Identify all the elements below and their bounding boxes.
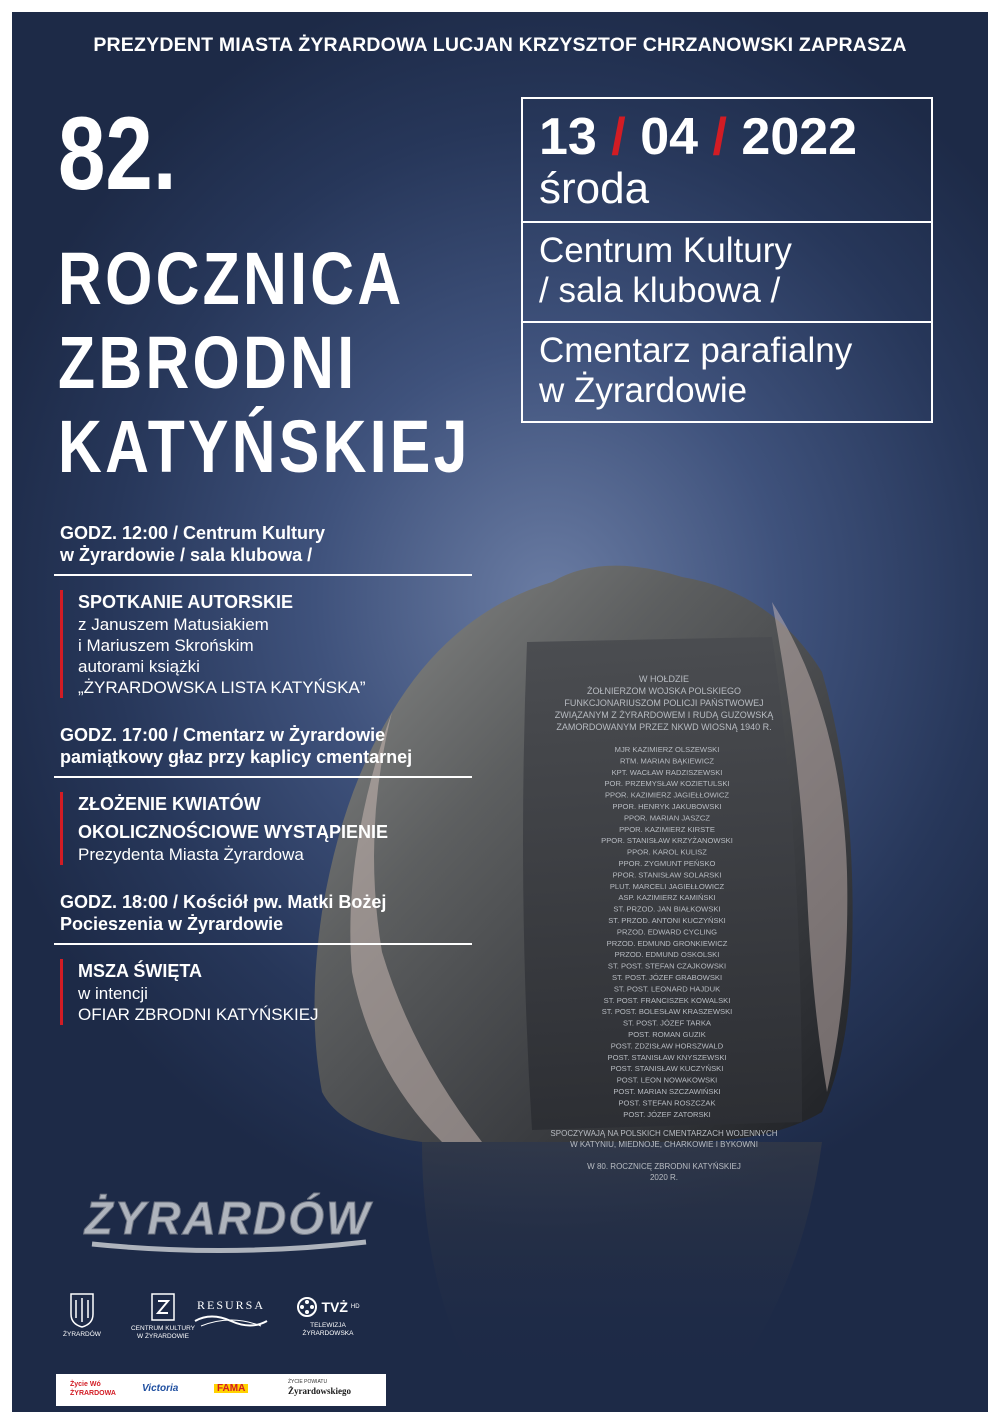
- plaque-line: ST. POST. JÓZEF GRABOWSKI: [611, 973, 723, 982]
- plaque-line: FUNKCJONARIUSZOM POLICJI PAŃSTWOWEJ: [564, 698, 764, 708]
- sponsor-fama: FAMA: [214, 1384, 248, 1393]
- event-text: Prezydenta Miasta Żyrardowa: [78, 845, 304, 864]
- event-weekday: środa: [539, 164, 650, 213]
- sponsor-victoria: Victoria: [142, 1383, 179, 1394]
- plaque-line: POST. ZDZISŁAW HORSZWALD: [610, 1041, 724, 1051]
- sponsor-powiat-top: ŻYCIE POWIATU: [288, 1379, 328, 1385]
- event-header-line: Pocieszenia w Żyrardowie: [60, 914, 284, 934]
- tvz-caption: TELEWIZJA ŻYRARDOWSKA: [302, 1322, 354, 1337]
- plaque-line: ST. POST. JÓZEF TARKA: [623, 1018, 711, 1028]
- event-time-location: [54, 891, 472, 945]
- plaque-line: PPOR. HENRYK JAKUBOWSKI: [612, 802, 722, 811]
- tvz-mark: [288, 1296, 368, 1318]
- plaque-line: PPOR. STANISŁAW SOLARSKI: [612, 870, 722, 880]
- film-reel-icon: [296, 1296, 318, 1318]
- event-header-line: GODZ. 18:00 / Kościół pw. Matki Bożej: [60, 892, 387, 912]
- date-location-box: [521, 97, 933, 423]
- date-separator: /: [712, 108, 727, 166]
- plaque-line: PPOR. STANISŁAW KRZYŻANOWSKI: [601, 836, 733, 846]
- plaque-line: POST. MARIAN SZCZAWIŃSKI: [613, 1087, 721, 1096]
- event-text: i Mariuszem Skrońskim: [78, 636, 254, 655]
- event-description: [60, 590, 454, 698]
- event-header-line: GODZ. 17:00 / Cmentarz w Żyrardowie: [60, 725, 386, 745]
- location-line: / sala klubowa /: [539, 271, 781, 310]
- event-description: [60, 959, 454, 1025]
- plaque-line: ZWIĄZANYM Z ŻYRARDOWEM I RUDĄ GUZOWSKĄ: [554, 710, 774, 720]
- date-day: 13: [539, 108, 597, 166]
- event-name: OKOLICZNOŚCIOWE WYSTĄPIENIE: [78, 822, 389, 842]
- poster: [12, 12, 988, 1412]
- event-text: autorami książki: [78, 657, 200, 676]
- plaque-line: MJR KAZIMIERZ OLSZEWSKI: [614, 745, 720, 754]
- location-line: Centrum Kultury: [539, 231, 792, 270]
- date-month: 04: [640, 108, 699, 166]
- location-line: w Żyrardowie: [539, 371, 748, 410]
- city-crest-icon: [69, 1292, 95, 1328]
- event-header-line: GODZ. 12:00 / Centrum Kultury: [60, 523, 326, 543]
- plaque-line: ST. PRZOD. ANTONI KUCZYŃSKI: [608, 916, 726, 925]
- title-line: ROCZNICA: [58, 237, 405, 320]
- plaque-line: W HOŁDZIE: [638, 674, 690, 684]
- plaque-line: POST. STEFAN ROSZCZAK: [618, 1098, 716, 1108]
- plaque-line: POST. STANISŁAW KUCZYŃSKI: [610, 1064, 724, 1074]
- plaque-line: POR. PRZEMYSŁAW KOZIETULSKI: [604, 779, 730, 789]
- sponsor-powiat: Żyrardowskiego: [288, 1386, 351, 1396]
- tvz-text: TVŻ: [321, 1299, 348, 1315]
- plaque-line: ST. PRZOD. JAN BIAŁKOWSKI: [613, 904, 721, 914]
- plaque-line: ST. POST. BOLESŁAW KRASZEWSKI: [601, 1007, 733, 1017]
- ck-caption: W ŻYRARDOWIE: [137, 1333, 189, 1340]
- plaque-line: PRZOD. EDWARD CYCLING: [616, 927, 718, 937]
- event-time-location: [54, 724, 472, 778]
- title-line: KATYŃSKIEJ: [58, 405, 471, 488]
- plaque-line: ST. POST. FRANCISZEK KOWALSKI: [603, 995, 731, 1005]
- event-text: „ŻYRARDOWSKA LISTA KATYŃSKA”: [78, 678, 366, 697]
- event-1: [54, 522, 454, 698]
- ck-caption: CENTRUM KULTURY: [130, 1325, 196, 1332]
- anniversary-number: 82.: [58, 96, 177, 212]
- plaque-line: PLUT. MARCELI JAGIEŁŁOWICZ: [609, 881, 725, 891]
- event-date: [539, 107, 931, 167]
- location-line: Cmentarz parafialny: [539, 331, 853, 370]
- event-text: OFIAR ZBRODNI KATYŃSKIEJ: [78, 1005, 319, 1024]
- sponsor-zycie: Życie Wó ŻYRARDOWA: [70, 1381, 116, 1397]
- event-description: [60, 792, 454, 865]
- plaque-line: ŻOŁNIERZOM WOJSKA POLSKIEGO: [586, 686, 742, 696]
- resursa-logo: [188, 1298, 274, 1333]
- plaque-line: SPOCZYWAJĄ NA POLSKICH CMENTARZACH WOJENNYCH: [550, 1129, 778, 1139]
- resursa-ornament: [191, 1312, 271, 1330]
- plaque-line: PRZOD. EDMUND GRONKIEWICZ: [606, 938, 728, 948]
- plaque-line: KPT. WACŁAW RADZISZEWSKI: [611, 767, 723, 777]
- plaque-line: PPOR. MARIAN JASZCZ: [623, 813, 711, 823]
- crest-caption: ŻYRARDÓW: [63, 1331, 101, 1338]
- event-text: w intencji: [78, 984, 148, 1003]
- ck-logo-icon: [150, 1292, 176, 1322]
- plaque-line: PPOR. KAZIMIERZ KIRSTE: [619, 824, 715, 834]
- plaque-line: 2020 R.: [649, 1173, 679, 1183]
- plaque-line: PPOR. KAROL KULISZ: [627, 847, 707, 857]
- date-separator: /: [611, 108, 626, 166]
- event-3: [54, 891, 454, 1025]
- plaque-line: RTM. MARIAN BĄKIEWICZ: [620, 756, 714, 766]
- event-name: ZŁOŻENIE KWIATÓW: [78, 794, 261, 814]
- location-cell-1: [523, 223, 931, 323]
- event-text: z Januszem Matusiakiem: [78, 615, 269, 634]
- resursa-text: RESURSA: [196, 1298, 266, 1312]
- plaque-line: PPOR. KAZIMIERZ JAGIEŁŁOWICZ: [604, 790, 730, 800]
- event-name: SPOTKANIE AUTORSKIE: [78, 592, 294, 612]
- plaque-line: POST. LEON NOWAKOWSKI: [616, 1075, 718, 1085]
- event-time-location: [54, 522, 472, 576]
- plaque-line: ST. POST. STEFAN CZAJKOWSKI: [607, 961, 727, 971]
- tvz-hd: HD: [350, 1304, 360, 1310]
- city-wordmark: [78, 1178, 378, 1258]
- plaque-line: ZAMORDOWANYM PRZEZ NKWD WIOSNĄ 1940 R.: [556, 722, 772, 732]
- city-crest-logo: [62, 1292, 102, 1339]
- plaque-line: POST. ROMAN GUZIK: [628, 1030, 706, 1039]
- event-header-line: pamiątkowy głaz przy kaplicy cmentarnej: [60, 747, 413, 767]
- date-year: 2022: [741, 108, 858, 166]
- tvz-logo: [288, 1296, 368, 1338]
- event-2: [54, 724, 454, 865]
- event-header-line: w Żyrardowie / sala klubowa /: [60, 545, 313, 565]
- date-cell: [523, 99, 931, 223]
- plaque-line: ASP. KAZIMIERZ KAMIŃSKI: [618, 893, 716, 903]
- invitation-line: PREZYDENT MIASTA ŻYRARDOWA LUCJAN KRZYSZTOF CHRZANOWSKI ZAPRASZA: [93, 34, 907, 56]
- events-list: [54, 522, 454, 1051]
- event-name: MSZA ŚWIĘTA: [78, 961, 202, 981]
- plaque-line: POST. JÓZEF ZATORSKI: [623, 1109, 711, 1119]
- plaque-line: W 80. ROCZNICĘ ZBRODNI KATYŃSKIEJ: [587, 1162, 741, 1172]
- plaque-line: PRZOD. EDMUND OSKOLSKI: [614, 950, 720, 960]
- title-line: ZBRODNI: [58, 321, 358, 404]
- city-wordmark-text: ŻYRARDÓW: [84, 1192, 372, 1244]
- event-title: [58, 237, 471, 489]
- plaque-line: POST. STANISŁAW KNYSZEWSKI: [607, 1052, 727, 1062]
- plaque-line: PPOR. ZYGMUNT PEŃSKO: [618, 859, 716, 868]
- plaque-line: W KATYNIU, MIEDNOJE, CHARKOWIE I BYKOWNI: [570, 1140, 758, 1150]
- plaque-line: ST. POST. LEONARD HAJDUK: [613, 984, 721, 994]
- location-cell-2: [523, 323, 931, 421]
- sponsor-bar: [56, 1374, 386, 1406]
